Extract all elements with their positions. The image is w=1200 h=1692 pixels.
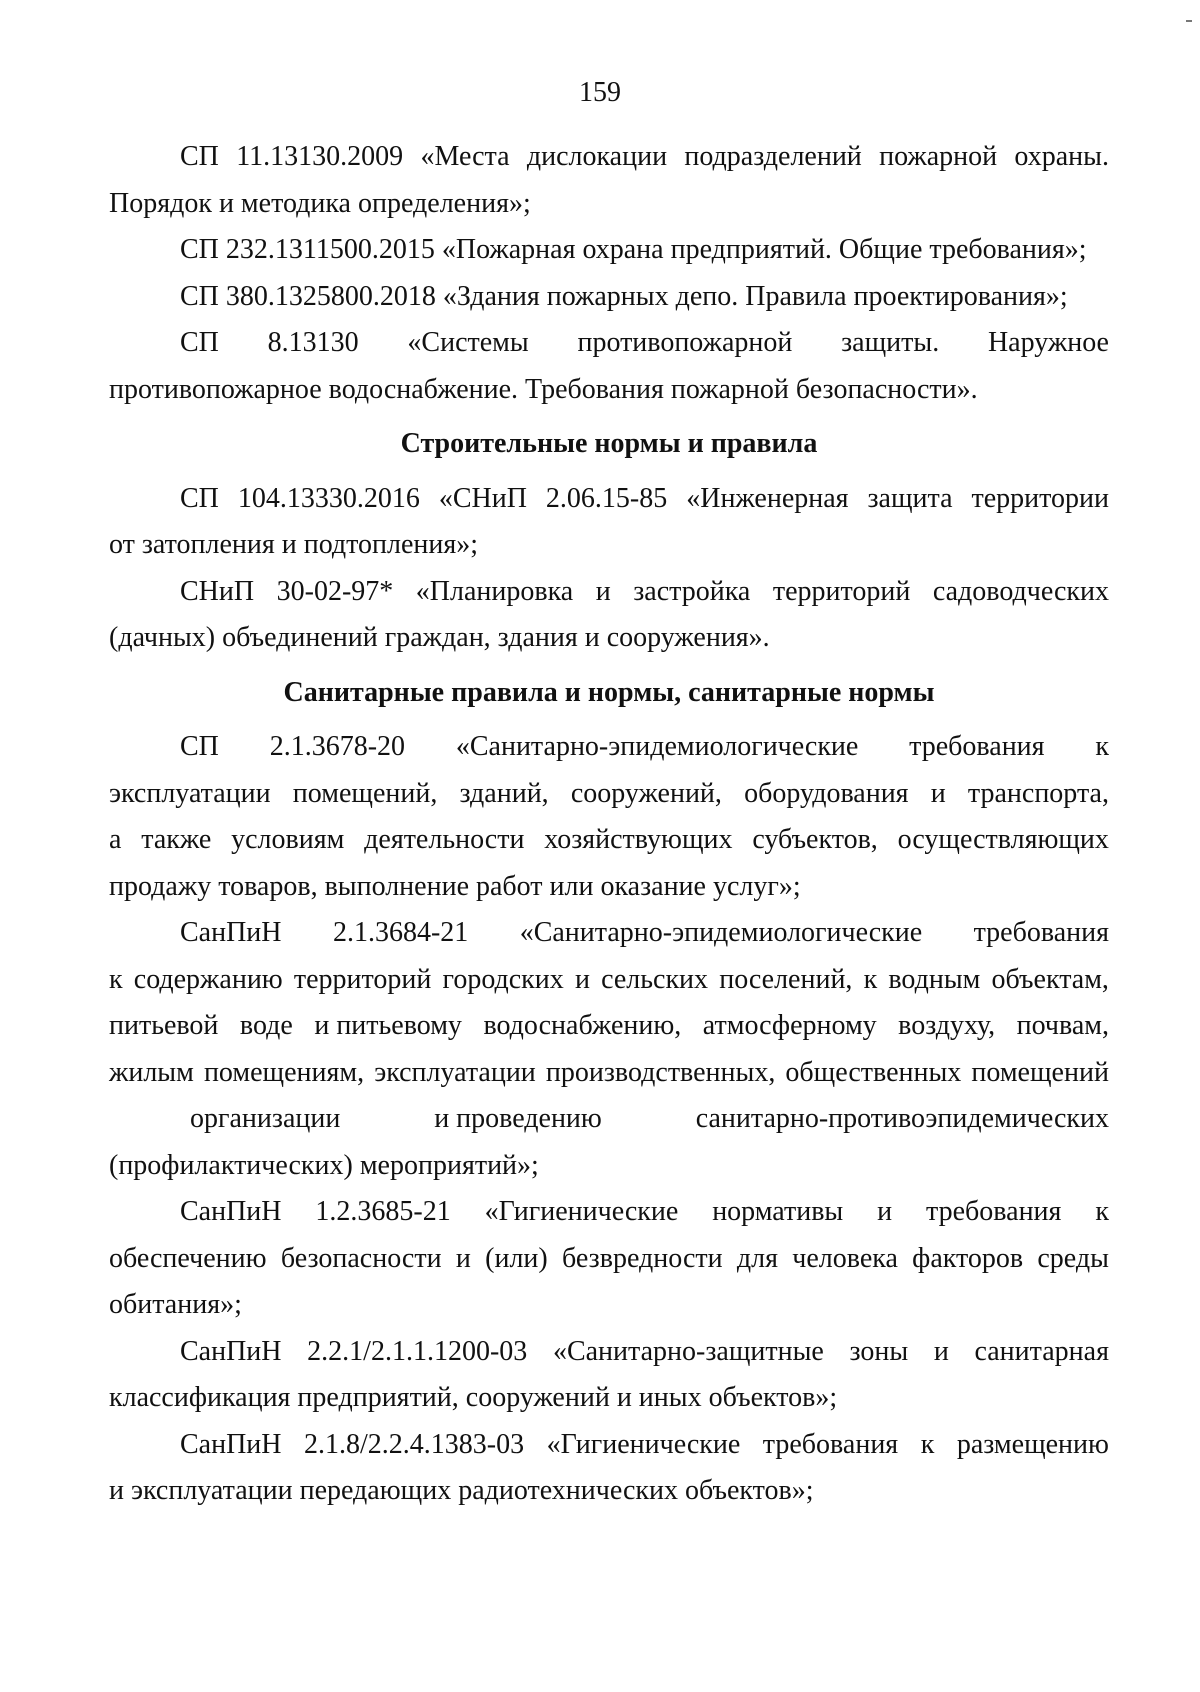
- word: «Гигиенические: [484, 1196, 679, 1227]
- word: «Санитарно-эпидемиологические: [455, 731, 859, 762]
- word: СанПиН: [180, 1335, 282, 1367]
- word: (или): [485, 1242, 548, 1274]
- text-line: от затопления и подтопления»;: [109, 529, 479, 560]
- word: зоны: [849, 1335, 909, 1367]
- word: содержанию: [133, 963, 283, 995]
- word: застройка: [633, 575, 751, 607]
- paragraph-sp-11-13130: [109, 134, 1109, 227]
- word: 8.13130: [267, 327, 359, 358]
- word: СанПиН: [180, 917, 282, 948]
- word: для: [736, 1242, 778, 1274]
- word: санитарно-противоэпидемических: [695, 1103, 1109, 1134]
- text-line: противопожарное водоснабжение. Требования пожарной безопасности».: [109, 373, 978, 405]
- justified-line: [109, 1329, 1109, 1376]
- word: к: [863, 963, 878, 995]
- paragraph-sp-8-13130: [109, 320, 1109, 413]
- word: СНиП: [180, 575, 255, 607]
- word: городских: [442, 963, 564, 995]
- word: требования: [973, 917, 1109, 948]
- word: к: [1095, 731, 1109, 762]
- word: защиты.: [841, 327, 940, 358]
- justified-line: [109, 320, 1109, 367]
- text-line: продажу товаров, выполнение работ или оказание услуг»;: [109, 870, 801, 902]
- text-line: и эксплуатации передающих радиотехнических объектов»;: [109, 1475, 814, 1506]
- justified-line: [109, 1189, 1109, 1236]
- word: территории: [971, 482, 1109, 514]
- word: и: [930, 777, 946, 809]
- paragraph-sanpin-1-2-3685: [109, 1189, 1109, 1329]
- word: размещению: [956, 1428, 1109, 1460]
- word: транспорта,: [967, 777, 1109, 809]
- word: и: [933, 1335, 949, 1367]
- word: СанПиН: [180, 1428, 282, 1460]
- word: 1.2.3685-21: [315, 1196, 451, 1227]
- word: водным: [888, 963, 981, 995]
- word: деятельности: [364, 824, 525, 855]
- word: безвредности: [562, 1242, 723, 1274]
- justified-line: [109, 957, 1109, 1004]
- word: условиям: [231, 824, 345, 855]
- word: к: [920, 1428, 935, 1460]
- word: обеспечению: [109, 1242, 267, 1274]
- justified-line: [109, 817, 1109, 864]
- word: человека: [792, 1242, 898, 1274]
- word: «Санитарно-эпидемиологические: [519, 917, 923, 948]
- word: 2.1.3678-20: [269, 731, 406, 762]
- word: требования: [762, 1428, 899, 1460]
- word: «Инженерная: [686, 482, 849, 514]
- word: общественных: [785, 1056, 962, 1088]
- word: санитарная: [974, 1335, 1109, 1367]
- text-line: Порядок и методика определения»;: [109, 187, 531, 219]
- word: а: [109, 824, 122, 855]
- word: 104.13330.2016: [237, 482, 420, 514]
- paragraph-sp-380: [109, 274, 1109, 321]
- justified-line: [109, 1422, 1109, 1469]
- justified-line: [109, 724, 1109, 771]
- word: воде: [239, 1010, 293, 1041]
- justified-line: [109, 771, 1109, 818]
- word: «Гигиенические: [546, 1428, 741, 1460]
- word: СП: [180, 731, 219, 762]
- word: зданий,: [459, 777, 549, 809]
- word: 30-02-97*: [276, 575, 394, 607]
- word: СП: [180, 327, 219, 358]
- word: безопасности: [280, 1242, 442, 1274]
- word: садоводческих: [932, 575, 1109, 607]
- word: объектам,: [991, 963, 1109, 995]
- justified-line: [109, 476, 1109, 523]
- word: требования: [926, 1196, 1062, 1227]
- word: территорий: [772, 575, 911, 607]
- text-line: классификация предприятий, сооружений и иных объектов»;: [109, 1382, 838, 1413]
- word: субъектов,: [752, 824, 878, 855]
- word: 2.2.1/2.1.1.1200-03: [307, 1335, 528, 1367]
- word: и проведению: [434, 1103, 602, 1134]
- word: и: [574, 963, 590, 995]
- word: подразделений: [684, 141, 862, 172]
- word: к: [1095, 1196, 1109, 1227]
- word: хозяйствующих: [544, 824, 733, 855]
- text-line: СП 232.1311500.2015 «Пожарная охрана предприятий. Общие требования»;: [180, 234, 1087, 265]
- word: дислокации: [526, 141, 668, 172]
- paragraph-sp-232: [109, 227, 1109, 274]
- word: защита: [867, 482, 953, 514]
- word: среды: [1037, 1242, 1109, 1274]
- word: сельских: [601, 963, 709, 995]
- section-heading-sanitary-rules: Санитарные правила и нормы, санитарные нормы: [283, 676, 935, 708]
- word: жилым: [109, 1056, 194, 1088]
- word: 2.06.15-85: [545, 482, 668, 514]
- word: также: [141, 824, 212, 855]
- word: к: [109, 963, 123, 995]
- word: помещений: [971, 1056, 1109, 1088]
- word: атмосферному: [702, 1010, 877, 1041]
- page-number: 159: [579, 77, 621, 108]
- text-line: обитания»;: [109, 1289, 242, 1320]
- paragraph-sanpin-2-1-3684: [109, 910, 1109, 1189]
- word: осуществляющих: [897, 824, 1109, 855]
- text-line: (дачных) объединений граждан, здания и сооружения».: [109, 622, 770, 653]
- text-line: СП 380.1325800.2018 «Здания пожарных депо. Правила проектирования»;: [180, 280, 1068, 312]
- word: нормативы: [712, 1196, 844, 1227]
- word: эксплуатации: [109, 777, 271, 809]
- word: оборудования: [744, 777, 909, 809]
- word: и: [455, 1242, 471, 1274]
- word: производственных,: [545, 1056, 776, 1088]
- document-body: [109, 134, 1109, 1515]
- word: организации: [190, 1103, 341, 1134]
- paragraph-sp-104: [109, 476, 1109, 569]
- word: сооружений,: [570, 777, 722, 809]
- word: помещениям,: [203, 1056, 365, 1088]
- word: факторов: [912, 1242, 1024, 1274]
- word: Наружное: [987, 327, 1109, 358]
- word: 2.1.8/2.2.4.1383-03: [304, 1428, 525, 1460]
- word: «Санитарно-защитные: [552, 1335, 824, 1367]
- justified-line: [109, 1003, 1109, 1050]
- paragraph-sanpin-2-2-1: [109, 1329, 1109, 1422]
- text-line: (профилактических) мероприятий»;: [109, 1149, 539, 1181]
- word: «Места: [420, 141, 510, 172]
- word: поселений,: [719, 963, 853, 995]
- word: «Планировка: [415, 575, 574, 607]
- word: СП: [180, 141, 219, 172]
- word: и питьевому: [314, 1010, 462, 1041]
- justified-line: [109, 910, 1109, 957]
- word: водоснабжению,: [483, 1010, 682, 1041]
- justified-line: [109, 1096, 1109, 1143]
- scan-edge-mark: [1186, 20, 1192, 22]
- word: СанПиН: [180, 1196, 282, 1227]
- word: почвам,: [1016, 1010, 1109, 1041]
- word: 11.13130.2009: [236, 141, 404, 172]
- word: и: [595, 575, 611, 607]
- justified-line: [109, 569, 1109, 616]
- word: «СНиП: [438, 482, 527, 514]
- word: 2.1.3684-21: [332, 917, 469, 948]
- justified-line: [109, 1050, 1109, 1097]
- word: охраны.: [1014, 141, 1109, 172]
- paragraph-snip-30-02-97: [109, 569, 1109, 662]
- word: СП: [180, 482, 219, 514]
- word: требования: [909, 731, 1045, 762]
- word: помещений,: [292, 777, 438, 809]
- paragraph-sanpin-2-1-8: [109, 1422, 1109, 1515]
- word: питьевой: [109, 1010, 219, 1041]
- word: «Системы: [407, 327, 529, 358]
- justified-line: [109, 134, 1109, 181]
- paragraph-sp-2-1-3678: [109, 724, 1109, 910]
- word: территорий: [293, 963, 432, 995]
- word: пожарной: [879, 141, 998, 172]
- word: эксплуатации: [374, 1056, 536, 1088]
- word: воздуху,: [898, 1010, 996, 1041]
- justified-line: [109, 1236, 1109, 1283]
- word: и: [877, 1196, 893, 1227]
- section-heading-building-norms: Строительные нормы и правила: [400, 428, 818, 459]
- word: противопожарной: [577, 327, 793, 358]
